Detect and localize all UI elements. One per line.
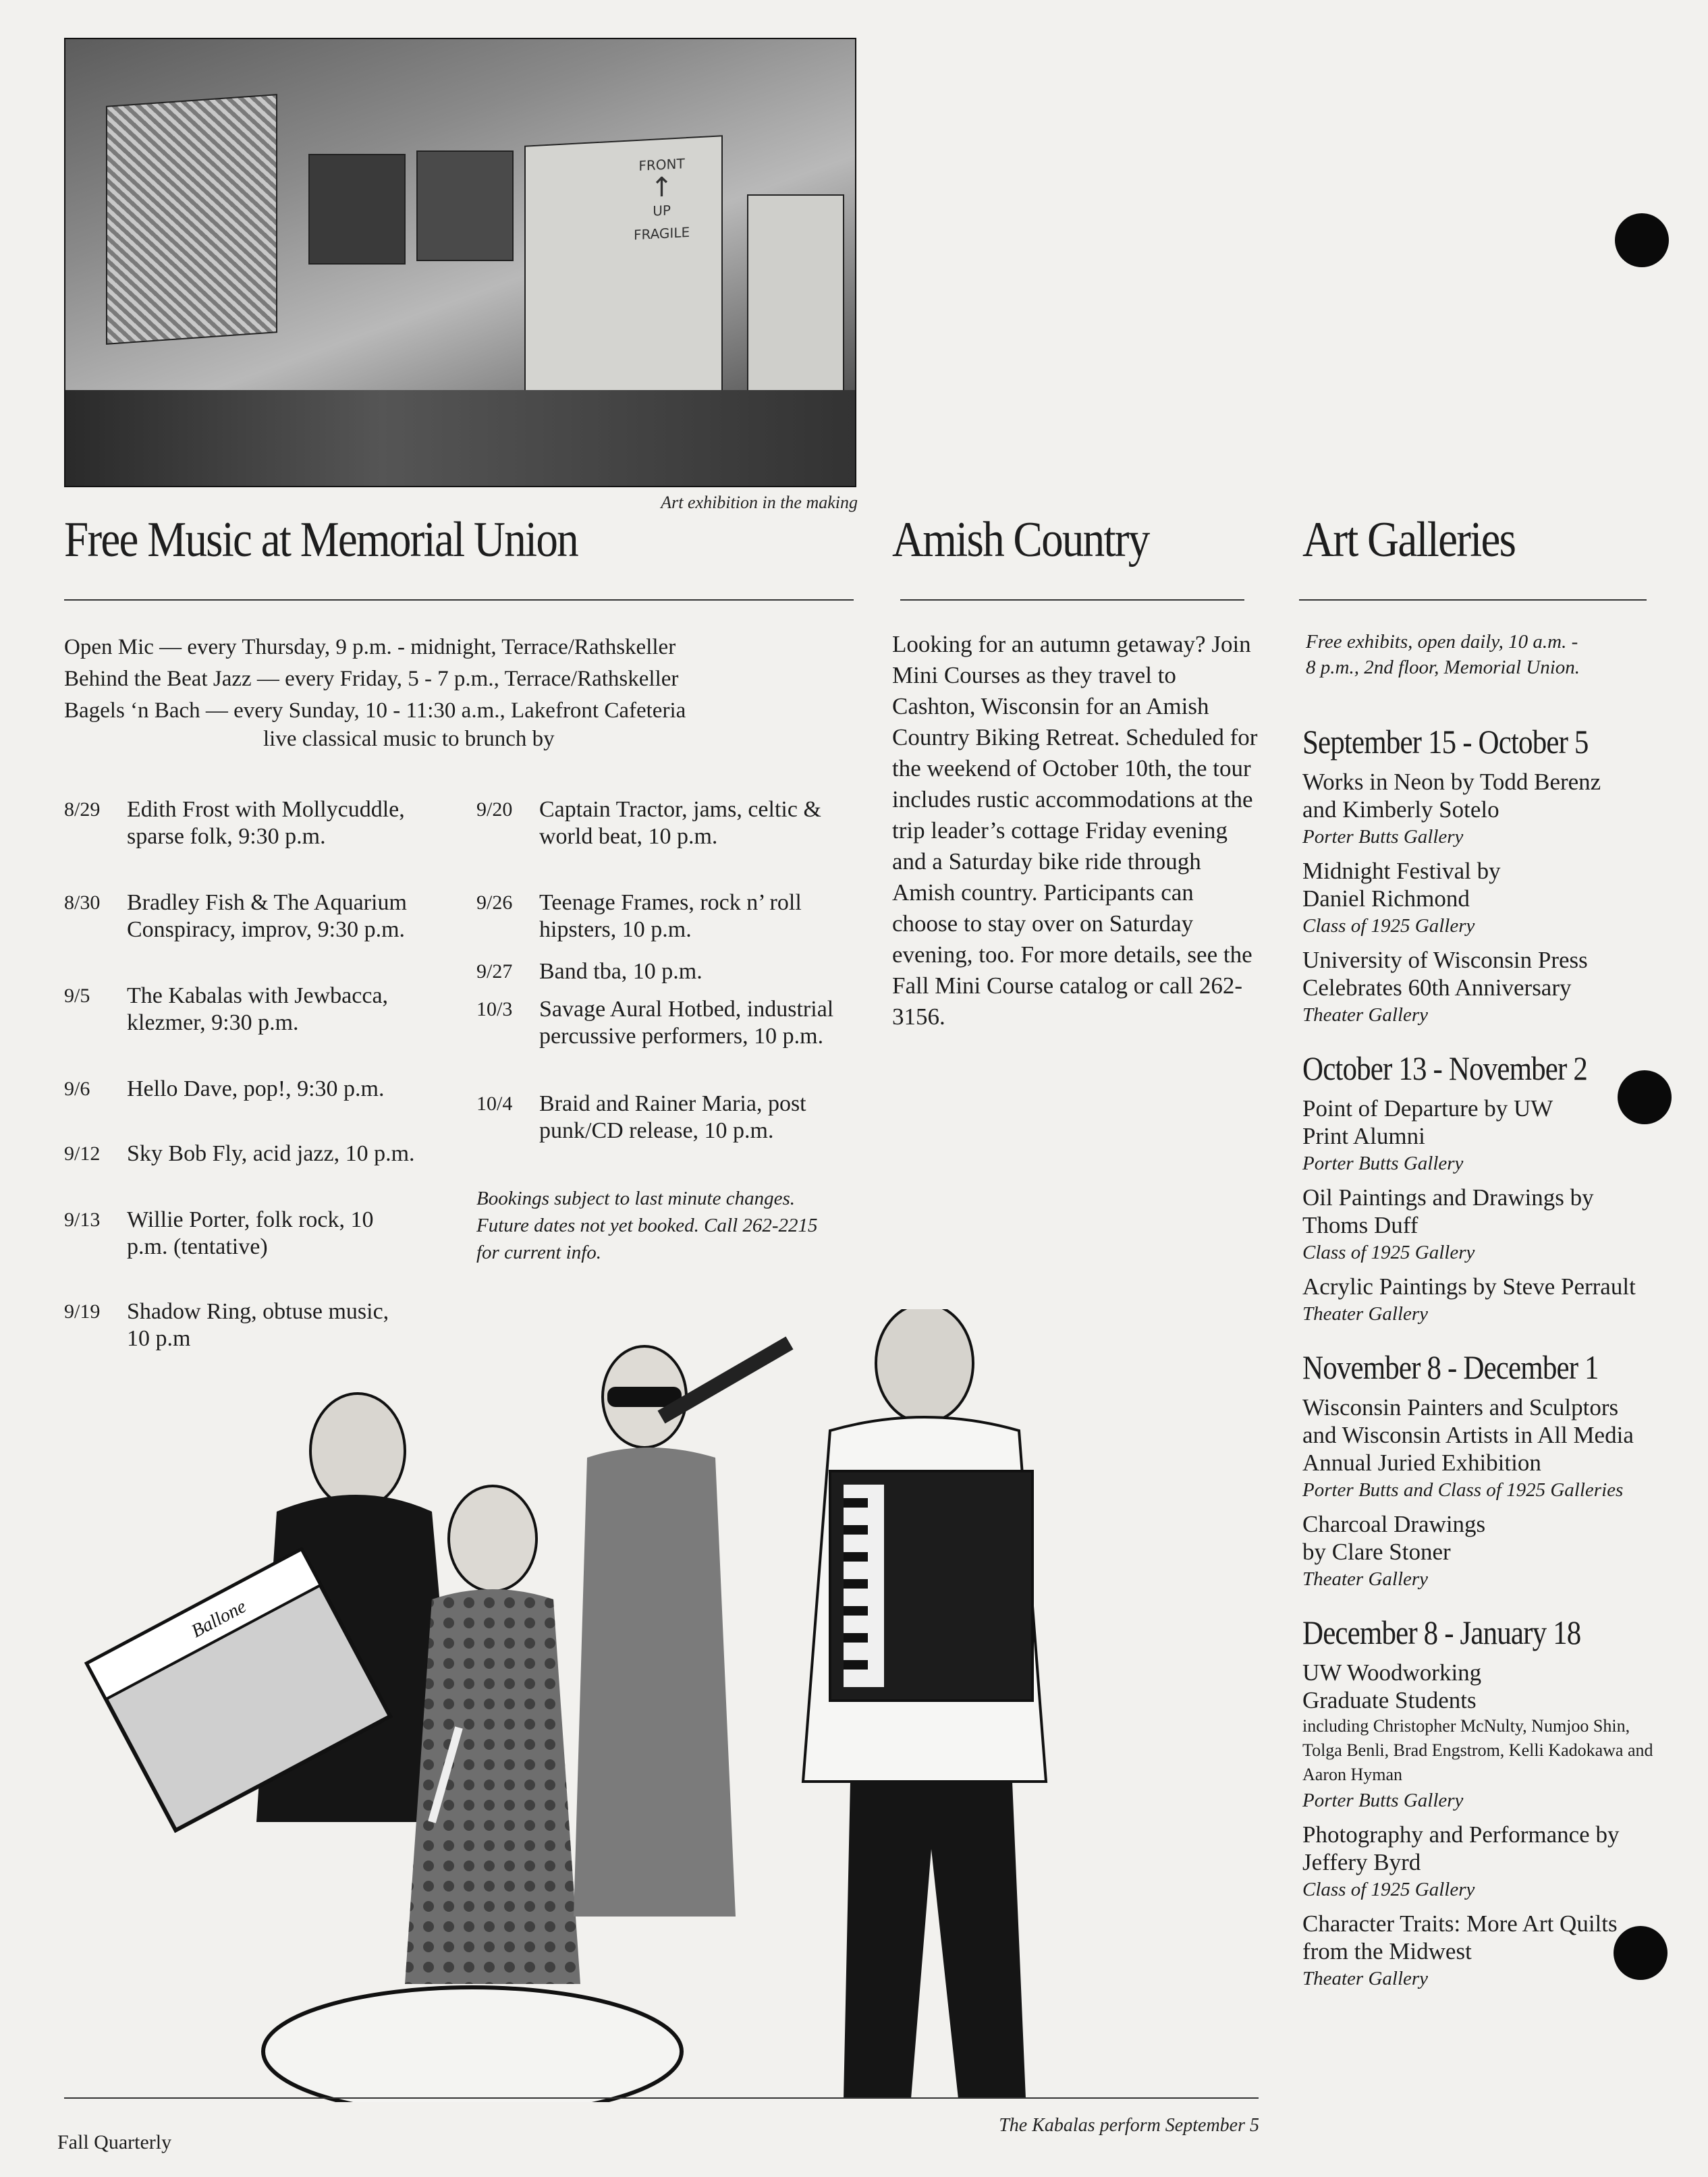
band-photo-caption: The Kabalas perform September 5 [999, 2115, 1259, 2136]
bottom-rule [64, 2097, 1259, 2099]
gig-date: 9/13 [64, 1209, 101, 1231]
recurring-note: live classical music to brunch by [263, 727, 555, 751]
exhibit [1302, 1510, 1680, 1593]
gig-item [476, 796, 841, 850]
exhibit [1302, 1659, 1680, 1814]
gig-date: 9/5 [64, 985, 90, 1007]
gig-text: Willie Porter, folk rock, 10 p.m. (tentative) [127, 1207, 374, 1259]
gig-date: 9/12 [64, 1142, 101, 1165]
gig-text: Edith Frost with Mollycuddle, sparse folk, 9:30 p.m. [127, 797, 405, 849]
exhibit-venue: Porter Butts Gallery [1302, 1153, 1464, 1174]
exhibit [1302, 857, 1680, 939]
gig-item [64, 889, 415, 943]
gig-text: Bradley Fish & The Aquarium Conspiracy, improv, 9:30 p.m. [127, 890, 407, 942]
exhibit-participants: including Christopher McNulty, Numjoo Shin, Tolga Benli, Brad Engstrom, Kelli Kadokawa and Aaron Hyman [1302, 1716, 1653, 1784]
recurring-item: Behind the Beat Jazz — every Friday, 5 - 7 p.m., Terrace/Rathskeller [64, 667, 679, 691]
gig-text: Sky Bob Fly, acid jazz, 10 p.m. [127, 1141, 415, 1166]
exhibit [1302, 1394, 1680, 1504]
exhibit-venue: Theater Gallery [1302, 1303, 1429, 1325]
galleries-section-title: Art Galleries [1302, 512, 1516, 568]
exhibit-venue: Class of 1925 Gallery [1302, 915, 1475, 937]
exhibit-title: Works in Neon by Todd Berenz and Kimberly Sotelo [1302, 769, 1601, 823]
gallery-period-dates: October 13 - November 2 [1302, 1049, 1588, 1087]
exhibit-title: Photography and Performance by Jeffery Byrd [1302, 1821, 1620, 1875]
band-photo-illustration [54, 1309, 1282, 2102]
gig-item [64, 796, 415, 850]
gig-item [476, 1091, 841, 1145]
gig-item [476, 996, 841, 1050]
box-text-fragile: FRAGILE [634, 223, 690, 244]
gig-item [476, 958, 841, 985]
exhibit [1302, 1821, 1680, 1903]
recurring-item: Bagels ‘n Bach — every Sunday, 10 - 11:30 a.m., Lakefront Cafeteria [64, 698, 686, 723]
exhibit-title: University of Wisconsin Press Celebrates 60th Anniversary [1302, 947, 1588, 1001]
exhibit-title: UW Woodworking Graduate Students [1302, 1659, 1482, 1713]
music-title-rule [64, 599, 854, 601]
gig-date: 10/3 [476, 998, 513, 1020]
gig-date: 9/26 [476, 891, 513, 914]
gig-date: 10/4 [476, 1093, 513, 1115]
exhibit-title: Oil Paintings and Drawings by Thoms Duff [1302, 1184, 1594, 1238]
exhibit-venue: Class of 1925 Gallery [1302, 1879, 1475, 1900]
music-section-title: Free Music at Memorial Union [64, 512, 578, 568]
exhibit-title: Point of Departure by UW Print Alumni [1302, 1095, 1553, 1149]
gallery-period-dates: December 8 - January 18 [1302, 1614, 1581, 1651]
amish-body: Looking for an autumn getaway? Join Mini Courses as they travel to Cashton, Wisconsin for an Amish Country Biking Retreat. Scheduled for the weekend of October 10th, the tour includes rustic accommodations at the trip leader’s cottage Friday evening and a Saturday bike ride through Amish country. Participants can choose to stay over on Saturday evening, too. For more details, see the Fall Mini Course catalog or call 262-3156. [892, 631, 1258, 1030]
binder-hole [1614, 1926, 1668, 1980]
gig-date: 9/6 [64, 1078, 90, 1100]
exhibit-title: Acrylic Paintings by Steve Perrault [1302, 1273, 1636, 1300]
accordion-brand: Ballone [188, 1595, 250, 1643]
exhibit-venue: Class of 1925 Gallery [1302, 1242, 1475, 1263]
exhibit-title: Midnight Festival by Daniel Richmond [1302, 858, 1501, 912]
gig-text: Braid and Rainer Maria, post punk/CD release, 10 p.m. [539, 1091, 806, 1143]
gig-date: 8/29 [64, 798, 101, 821]
exhibit-title: Charcoal Drawings by Clare Stoner [1302, 1511, 1486, 1565]
footer-publication: Fall Quarterly [57, 2131, 172, 2153]
exhibit-venue: Porter Butts and Class of 1925 Galleries [1302, 1479, 1624, 1501]
box-text-front: FRONT [638, 155, 685, 174]
exhibit [1302, 1184, 1680, 1266]
gig-date: 9/27 [476, 960, 513, 983]
gig-date: 9/19 [64, 1300, 101, 1323]
gallery-period-dates: September 15 - October 5 [1302, 723, 1589, 761]
exhibit [1302, 946, 1680, 1028]
exhibit [1302, 768, 1680, 850]
box-text-up: UP [653, 202, 671, 219]
exhibit-venue: Theater Gallery [1302, 1968, 1429, 1989]
galleries-intro: Free exhibits, open daily, 10 a.m. - 8 p.m., 2nd floor, Memorial Union. [1306, 631, 1580, 678]
gig-text: Teenage Frames, rock n’ roll hipsters, 10 p.m. [539, 890, 802, 942]
galleries-title-rule [1299, 599, 1647, 601]
gig-item [64, 1140, 415, 1167]
gig-date: 8/30 [64, 891, 101, 914]
exhibit-venue: Porter Butts Gallery [1302, 1790, 1464, 1811]
gallery-period-dates: November 8 - December 1 [1302, 1348, 1599, 1386]
gig-item [64, 1207, 415, 1261]
gig-item [476, 889, 841, 943]
band-photo [54, 1309, 1282, 2102]
gig-text: Captain Tractor, jams, celtic & world beat, 10 p.m. [539, 797, 821, 849]
gig-item [64, 1076, 415, 1103]
exhibit-venue: Theater Gallery [1302, 1004, 1429, 1026]
binder-hole [1615, 213, 1669, 267]
gig-text: Band tba, 10 p.m. [539, 959, 703, 984]
gig-item [64, 983, 415, 1037]
gig-text: Savage Aural Hotbed, industrial percussive performers, 10 p.m. [539, 997, 834, 1049]
amish-section-title: Amish Country [892, 512, 1149, 568]
bookings-note: Bookings subject to last minute changes. Future dates not yet booked. Call 262-2215 for current info. [476, 1188, 818, 1263]
gig-date: 9/20 [476, 798, 513, 821]
galleries-list [1302, 722, 1680, 1992]
box-text-arrow: ↑ [650, 171, 673, 204]
exhibition-photo [64, 38, 856, 487]
recurring-schedule [64, 632, 686, 751]
exhibit-title: Character Traits: More Art Quilts from the Midwest [1302, 1910, 1618, 1964]
exhibit [1302, 1273, 1680, 1327]
gig-text: Shadow Ring, obtuse music, 10 p.m [127, 1299, 389, 1351]
binder-hole [1618, 1070, 1672, 1124]
gig-text: Hello Dave, pop!, 9:30 p.m. [127, 1076, 385, 1101]
amish-title-rule [900, 599, 1244, 601]
gig-text: The Kabalas with Jewbacca, klezmer, 9:30 p.m. [127, 983, 389, 1035]
exhibit-title: Wisconsin Painters and Sculptors and Wisconsin Artists in All Media Annual Juried Exhibition [1302, 1394, 1634, 1476]
exhibit-venue: Theater Gallery [1302, 1568, 1429, 1590]
recurring-item: Open Mic — every Thursday, 9 p.m. - midnight, Terrace/Rathskeller [64, 635, 676, 659]
exhibition-photo-caption: Art exhibition in the making [661, 493, 858, 512]
exhibit-venue: Porter Butts Gallery [1302, 826, 1464, 848]
